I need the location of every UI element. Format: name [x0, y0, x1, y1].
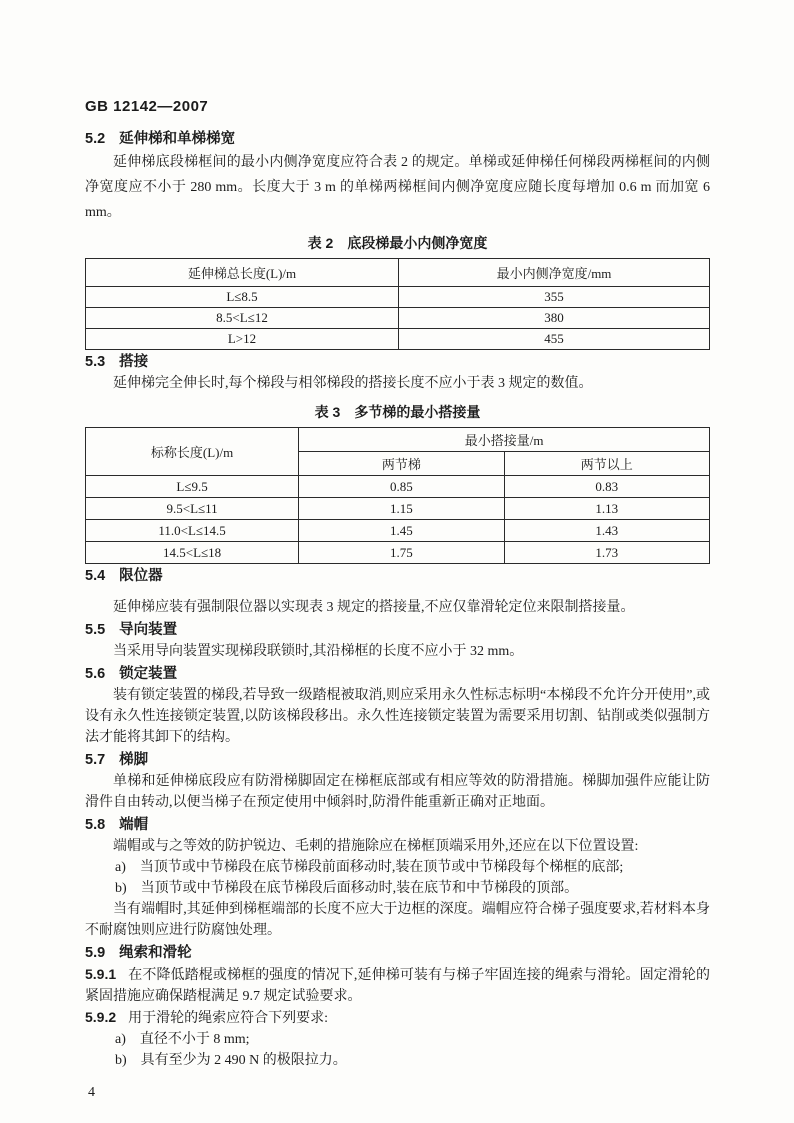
table-2-header-row	[86, 259, 710, 287]
list-item-a-text: 直径不小于 8 mm;	[139, 1032, 250, 1047]
table-cell: 8.5<L≤12	[86, 308, 399, 329]
list-item-a-label: a)	[115, 1032, 126, 1047]
table-row	[86, 542, 710, 564]
list-item-b	[85, 1050, 710, 1071]
table-2	[85, 258, 710, 350]
table-row	[86, 476, 710, 498]
section-5-5-title: 导向装置	[119, 622, 178, 638]
table-cell: 380	[399, 308, 710, 329]
table-row	[86, 520, 710, 542]
section-5-5-paragraph: 当采用导向装置实现梯段联锁时,其沿梯框的长度不应小于 32 mm。	[113, 644, 524, 659]
table-3-caption: 表 3 多节梯的最小搭接量	[314, 404, 481, 420]
section-5-2-heading	[85, 129, 710, 150]
clause-5-9-2-number: 5.9.2	[85, 1009, 117, 1025]
section-5-4-paragraph: 延伸梯应装有强制限位器以实现表 3 规定的搭接量,不应仅靠滑轮定位来限制搭接量。	[113, 600, 635, 615]
section-5-9-number: 5.9	[85, 945, 106, 961]
section-5-8-paragraph-1: 端帽或与之等效的防护锐边、毛刺的措施除应在梯框顶端采用外,还应在以下位置设置:	[113, 839, 639, 854]
section-5-8-heading	[85, 815, 710, 836]
section-5-9-title: 绳索和滑轮	[119, 945, 192, 961]
section-5-7-number: 5.7	[85, 752, 106, 768]
table-3-header-cell: 标称长度(L)/m	[86, 428, 299, 476]
section-5-7-paragraph: 单梯和延伸梯底段应有防滑梯脚固定在梯框底部或有相应等效的防滑措施。梯脚加强件应能让防滑件自由转动,以便当梯子在预定使用中倾斜时,防滑件能重新正确对正地面。	[85, 774, 710, 810]
table-2-header-cell: 延伸梯总长度(L)/m	[86, 259, 399, 287]
clause-5-9-1	[85, 964, 710, 1007]
table-row	[86, 308, 710, 329]
section-5-5-heading	[85, 620, 710, 641]
table-cell: L≤9.5	[86, 476, 299, 498]
table-cell: 9.5<L≤11	[86, 498, 299, 520]
list-item-a-text: 当顶节或中节梯段在底节梯段前面移动时,装在顶节或中节梯段每个梯框的底部;	[139, 860, 624, 875]
section-5-2-title: 延伸梯和单梯梯宽	[119, 131, 236, 147]
clause-5-9-1-number: 5.9.1	[85, 966, 117, 982]
table-row	[86, 287, 710, 308]
list-item-a-label: a)	[115, 860, 126, 875]
section-5-6-title: 锁定装置	[119, 666, 178, 682]
section-5-3-number: 5.3	[85, 354, 106, 370]
table-cell: L≤8.5	[86, 287, 399, 308]
clause-5-9-2-text: 用于滑轮的绳索应符合下列要求:	[128, 1011, 329, 1026]
table-3-header-row	[86, 428, 710, 452]
section-5-2-number: 5.2	[85, 131, 106, 147]
table-cell: 1.43	[504, 520, 709, 542]
section-5-7-heading	[85, 750, 710, 771]
section-5-2-paragraph: 延伸梯底段梯框间的最小内侧净宽度应符合表 2 的规定。单梯或延伸梯任何梯段两梯框间的内侧净宽度应不小于 280 mm。长度大于 3 m 的单梯两梯框间内侧净宽度应随长度每增加 0.6 m 而加宽 6 mm。	[85, 155, 710, 220]
section-5-3-heading	[85, 352, 710, 373]
section-5-6-number: 5.6	[85, 666, 106, 682]
section-5-9-heading	[85, 943, 710, 964]
section-5-4-heading	[85, 566, 710, 587]
table-cell: 1.15	[299, 498, 504, 520]
table-cell: 1.75	[299, 542, 504, 564]
section-5-7-title: 梯脚	[119, 752, 149, 768]
table-3-group-header-cell: 最小搭接量/m	[299, 428, 710, 452]
list-item-b-label: b)	[115, 1053, 127, 1068]
table-3-subheader-cell: 两节梯	[299, 452, 504, 476]
table-3	[85, 427, 710, 564]
table-cell: 1.73	[504, 542, 709, 564]
list-item-a	[85, 857, 710, 878]
table-cell: 1.13	[504, 498, 709, 520]
table-cell: 11.0<L≤14.5	[86, 520, 299, 542]
table-cell: 455	[399, 329, 710, 350]
section-5-5-number: 5.5	[85, 622, 106, 638]
section-5-3-paragraph: 延伸梯完全伸长时,每个梯段与相邻梯段的搭接长度不应小于表 3 规定的数值。	[113, 376, 593, 391]
table-row	[86, 498, 710, 520]
list-item-b-label: b)	[115, 881, 127, 896]
section-5-8-paragraph-2: 当有端帽时,其延伸到梯框端部的长度不应大于边框的深度。端帽应符合梯子强度要求,若材料本身不耐腐蚀则应进行防腐蚀处理。	[85, 902, 710, 938]
list-item-b-text: 当顶节或中节梯段在底节梯段后面移动时,装在底节和中节梯段的顶部。	[140, 881, 579, 896]
table-2-header-cell: 最小内侧净宽度/mm	[399, 259, 710, 287]
section-5-4-number: 5.4	[85, 568, 106, 584]
page-number: 4	[88, 1085, 95, 1100]
table-cell: 14.5<L≤18	[86, 542, 299, 564]
section-5-8-title: 端帽	[119, 817, 149, 833]
list-item-b	[85, 878, 710, 899]
table-cell: 0.83	[504, 476, 709, 498]
table-cell: 1.45	[299, 520, 504, 542]
clause-5-9-1-text: 在不降低踏棍或梯框的强度的情况下,延伸梯可装有与梯子牢固连接的绳索与滑轮。固定滑轮的紧固措施应确保踏棍满足 9.7 规定试验要求。	[85, 968, 710, 1004]
table-cell: 0.85	[299, 476, 504, 498]
list-item-a	[85, 1029, 710, 1050]
table-3-subheader-cell: 两节以上	[504, 452, 709, 476]
section-5-6-paragraph: 装有锁定装置的梯段,若导致一级踏棍被取消,则应采用永久性标志标明“本梯段不允许分开使用”,或设有永久性连接锁定装置,以防该梯段移出。永久性连接锁定装置为需要采用切割、钻削或类似强制方法才能将其卸下的结构。	[85, 688, 710, 745]
table-cell: 355	[399, 287, 710, 308]
list-item-b-text: 具有至少为 2 490 N 的极限拉力。	[140, 1053, 347, 1068]
table-row	[86, 329, 710, 350]
section-5-3-title: 搭接	[119, 354, 149, 370]
section-5-6-heading	[85, 664, 710, 685]
clause-5-9-2	[85, 1007, 710, 1029]
standard-number: GB 12142—2007	[85, 98, 209, 115]
section-5-8-number: 5.8	[85, 817, 106, 833]
table-cell: L>12	[86, 329, 399, 350]
section-5-4-title: 限位器	[119, 568, 163, 584]
table-2-caption: 表 2 底段梯最小内侧净宽度	[307, 235, 488, 251]
